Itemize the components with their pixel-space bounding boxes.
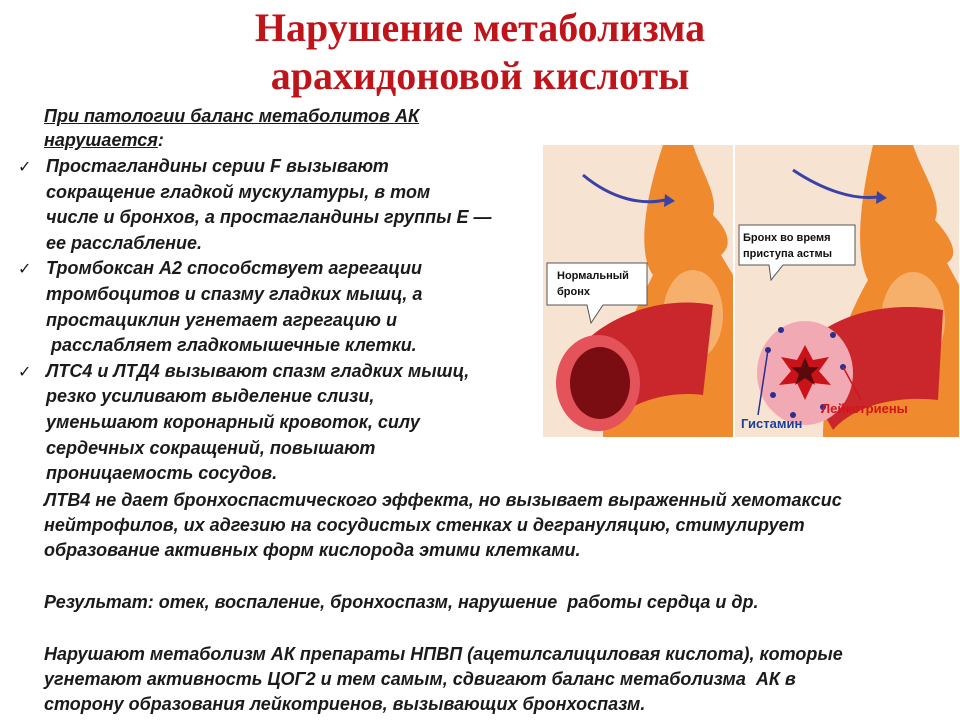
bullet-line: сокращение гладкой мускулатуры, в том <box>46 181 431 202</box>
bullet-line: резко усиливают выделение слизи, <box>46 386 375 407</box>
bullet-line: ее расслабление. <box>46 232 203 253</box>
intro-underlined: При патологии баланс метаболитов АК нарушается <box>44 106 420 150</box>
nsaid-paragraph <box>44 642 949 717</box>
bullet-line: Простагландины серии F вызывают <box>46 156 389 176</box>
bullet-line: простациклин угнетает агрегацию и <box>46 309 397 330</box>
bullet-item-prostaglandins <box>14 154 534 256</box>
ltb4-paragraph <box>44 488 949 563</box>
mediator-dot <box>770 392 776 398</box>
normal-label-line-1: Нормальный <box>557 270 629 282</box>
paragraph-line: нейтрофилов, их адгезию на сосудистых стенках и дегрануляцию, стимулирует <box>44 515 805 535</box>
intro-text <box>44 104 524 152</box>
panel-divider <box>733 145 735 437</box>
bullet-item-leukotrienes <box>14 359 534 487</box>
intro-colon: : <box>157 130 164 150</box>
check-icon: ✓ <box>18 259 32 279</box>
bronchus-illustration <box>543 145 959 437</box>
normal-label-line-2: бронх <box>557 286 590 298</box>
paragraph-line: образование активных форм кислорода этими клетками. <box>44 540 581 560</box>
bullet-line: проницаемость сосудов. <box>46 463 278 484</box>
bullet-line: расслабляет гладкомышечные клетки. <box>46 335 417 356</box>
page-title <box>0 4 960 100</box>
bullet-list <box>14 154 534 487</box>
bullet-line: ЛТС4 и ЛТД4 вызывают спазм гладких мышц, <box>46 360 470 381</box>
bullet-line: числе и бронхов, а простагландины группы Е — <box>46 207 492 228</box>
bullet-line: тромбоцитов и спазму гладких мышц, а <box>46 283 423 304</box>
title-line-2: арахидоновой кислоты <box>270 53 690 98</box>
check-icon: ✓ <box>18 157 32 176</box>
leukotrienes-label: Лейкотриены <box>821 401 908 416</box>
bullet-item-thromboxane <box>14 256 534 358</box>
paragraph-line: Нарушают метаболизм АК препараты НПВП (ацетилсалициловая кислота), которые <box>44 644 843 664</box>
bullet-line: уменьшают коронарный кровоток, силу <box>46 411 420 432</box>
bullet-line: Тромбоксан А2 способствует агрегации <box>46 258 423 279</box>
paragraph-line: угнетают активность ЦОГ2 и тем самым, сдвигают баланс метаболизма АК в <box>44 669 796 689</box>
normal-bronchus-lumen <box>570 347 630 419</box>
mediator-dot <box>830 332 836 338</box>
bullet-line: сердечных сокращений, повышают <box>46 437 376 458</box>
mediator-dot <box>778 327 784 333</box>
paragraph-line: ЛТВ4 не дает бронхоспастического эффекта, но вызывает выраженный хемотаксис <box>44 490 842 510</box>
result-paragraph: Результат: отек, воспаление, бронхоспазм, нарушение работы сердца и др. <box>44 592 759 612</box>
histamine-label: Гистамин <box>741 416 803 431</box>
paragraph-line: сторону образования лейкотриенов, вызывающих бронхоспазм. <box>44 694 646 714</box>
illustration-svg <box>543 145 959 437</box>
asthma-label-line-2: приступа астмы <box>743 248 832 260</box>
check-icon: ✓ <box>18 361 32 381</box>
asthma-label-line-1: Бронх во время <box>743 232 831 244</box>
title-line-1: Нарушение метаболизма <box>254 5 706 50</box>
